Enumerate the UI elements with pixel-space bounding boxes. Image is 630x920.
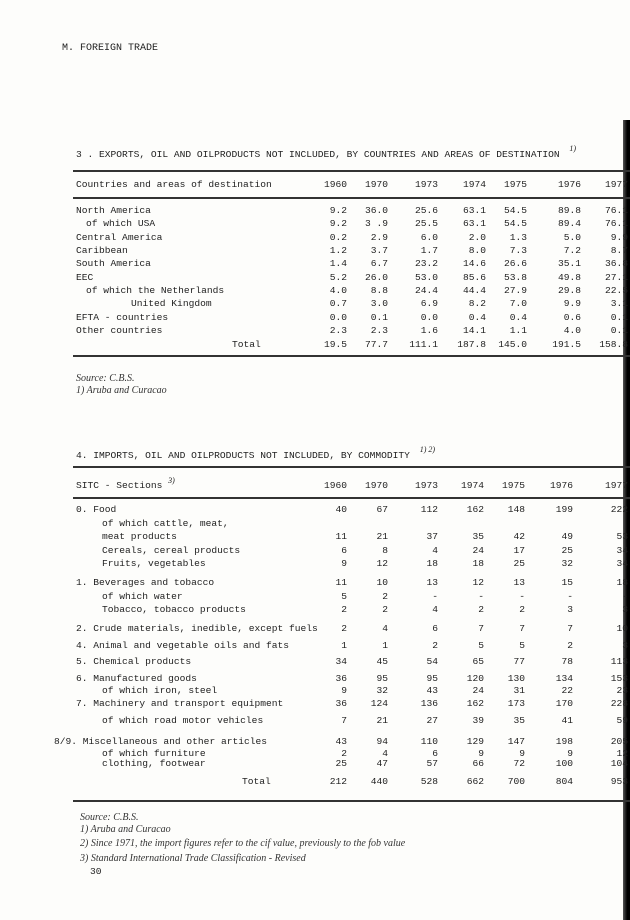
cell-1960: 34 — [335, 656, 347, 667]
cell-1977: 953 — [610, 776, 628, 787]
cell-1975: 2 — [519, 604, 525, 615]
cell-1977: 9.9 — [610, 232, 628, 243]
cell-1974: 12 — [472, 577, 484, 588]
cell-1974: 66 — [472, 758, 484, 769]
cell-1976: 22 — [561, 685, 573, 696]
exports-top-rule — [73, 170, 630, 172]
cell-1960: 9.2 — [329, 205, 347, 216]
cell-1970: 12 — [376, 558, 388, 569]
year-header-1974: 1974 — [462, 179, 486, 190]
cell-1976: 41 — [561, 715, 573, 726]
imports-row-header-footnote: 3) — [168, 476, 175, 485]
cell-1974: 65 — [472, 656, 484, 667]
cell-1960: 2 — [341, 604, 347, 615]
cell-1976: 49 — [561, 531, 573, 542]
cell-1974: 44.4 — [462, 285, 486, 296]
cell-1976: 89.4 — [557, 218, 581, 229]
row-label: Caribbean — [76, 245, 128, 256]
cell-1970: 4 — [382, 748, 388, 759]
cell-1975: 42 — [513, 531, 525, 542]
cell-1975: 54.5 — [503, 218, 527, 229]
cell-1974: 85.6 — [462, 272, 486, 283]
cell-1977: 158.8 — [599, 339, 628, 350]
cell-1974: 120 — [466, 673, 484, 684]
imports-footnote-2: 2) Since 1971, the import figures refer to the cif value, previously to the fob value — [80, 838, 406, 849]
row-label: of which cattle, meat, — [102, 518, 229, 529]
row-label: Total — [242, 776, 271, 787]
cell-1970: 2.3 — [370, 325, 388, 336]
cell-1974: 18 — [472, 558, 484, 569]
cell-1976: 49.8 — [557, 272, 581, 283]
year-header-1975: 1975 — [501, 480, 525, 491]
cell-1976: 29.8 — [557, 285, 581, 296]
cell-1974: 187.8 — [457, 339, 486, 350]
cell-1970: 67 — [376, 504, 388, 515]
cell-1974: 63.1 — [462, 205, 486, 216]
cell-1975: 7.3 — [509, 245, 527, 256]
cell-1976: 199 — [555, 504, 573, 515]
cell-1977: 228 — [610, 698, 628, 709]
year-header-1973: 1973 — [414, 179, 438, 190]
cell-1973: 27 — [426, 715, 438, 726]
cell-1976: 5.0 — [563, 232, 581, 243]
cell-1973: 13 — [426, 577, 438, 588]
cell-1974: 0.4 — [468, 312, 486, 323]
cell-1976: 804 — [555, 776, 573, 787]
cell-1975: 7 — [519, 623, 525, 634]
imports-footnote-1: 1) Aruba and Curacao — [80, 824, 171, 835]
cell-1973: 18 — [426, 558, 438, 569]
cell-1970: 440 — [370, 776, 388, 787]
cell-1976: 198 — [555, 736, 573, 747]
cell-1970: 3.0 — [370, 298, 388, 309]
cell-1974: 24 — [472, 685, 484, 696]
cell-1973: 95 — [426, 673, 438, 684]
cell-1970: 47 — [376, 758, 388, 769]
cell-1973: 528 — [420, 776, 438, 787]
cell-1970: 8.8 — [370, 285, 388, 296]
row-label: EFTA - countries — [76, 312, 169, 323]
year-header-1970: 1970 — [364, 480, 388, 491]
cell-1970: 8 — [382, 545, 388, 556]
year-header-1973: 1973 — [414, 480, 438, 491]
cell-1976: 32 — [561, 558, 573, 569]
exports-source: Source: C.B.S. — [76, 373, 135, 384]
cell-1970: 6.7 — [370, 258, 388, 269]
cell-1977: 153 — [610, 673, 628, 684]
row-label: of which the Netherlands — [86, 285, 225, 296]
exports-footnote-1: 1) Aruba and Curacao — [76, 385, 167, 396]
cell-1970: 21 — [376, 531, 388, 542]
cell-1960: 36 — [335, 698, 347, 709]
cell-1976: 89.8 — [557, 205, 581, 216]
cell-1970: 3.7 — [370, 245, 388, 256]
cell-1975: 1.1 — [509, 325, 527, 336]
cell-1975: 27.9 — [503, 285, 527, 296]
cell-1973: 2 — [432, 640, 438, 651]
section-header: M. FOREIGN TRADE — [62, 43, 159, 54]
cell-1976: 191.5 — [552, 339, 581, 350]
row-label: of which road motor vehicles — [102, 715, 264, 726]
cell-1960: 2 — [341, 623, 347, 634]
cell-1977: 76.1 — [604, 218, 628, 229]
cell-1970: 124 — [370, 698, 388, 709]
cell-1960: 1 — [341, 640, 347, 651]
row-label: 8/9. Miscellaneous and other articles — [54, 736, 268, 747]
exports-header-rule — [73, 197, 630, 199]
year-header-1977: 1977 — [604, 179, 628, 190]
cell-1975: 700 — [507, 776, 525, 787]
cell-1976: 4.0 — [563, 325, 581, 336]
exports-bottom-rule — [73, 355, 630, 357]
cell-1976: 100 — [555, 758, 573, 769]
cell-1977: 59 — [616, 715, 628, 726]
cell-1975: - — [519, 591, 525, 602]
row-label: of which furniture — [102, 748, 206, 759]
cell-1975: 31 — [513, 685, 525, 696]
cell-1975: 25 — [513, 558, 525, 569]
cell-1970: 32 — [376, 685, 388, 696]
row-label: North America — [76, 205, 151, 216]
row-label: of which USA — [86, 218, 156, 229]
year-header-1960: 1960 — [323, 480, 347, 491]
row-label: Other countries — [76, 325, 163, 336]
row-label: Tobacco, tobacco products — [102, 604, 246, 615]
cell-1976: 7 — [567, 623, 573, 634]
cell-1977: 0.1 — [610, 325, 628, 336]
cell-1974: 24 — [472, 545, 484, 556]
cell-1977: 104 — [610, 758, 628, 769]
year-header-1974: 1974 — [460, 480, 484, 491]
cell-1977: 76.1 — [604, 205, 628, 216]
cell-1960: 1.2 — [329, 245, 347, 256]
cell-1974: 35 — [472, 531, 484, 542]
cell-1976: - — [567, 591, 573, 602]
row-label: 7. Machinery and transport equipment — [76, 698, 284, 709]
row-label: 0. Food — [76, 504, 117, 515]
imports-bottom-rule — [73, 800, 630, 802]
cell-1974: 8.2 — [468, 298, 486, 309]
row-label: EEC — [76, 272, 94, 283]
cell-1974: 662 — [466, 776, 484, 787]
imports-title-text: 4. IMPORTS, OIL AND OILPRODUCTS NOT INCLUDED, BY COMMODITY — [76, 450, 410, 461]
row-label: 6. Manufactured goods — [76, 673, 197, 684]
cell-1977: 34 — [616, 545, 628, 556]
cell-1976: 25 — [561, 545, 573, 556]
cell-1977: 0.1 — [610, 312, 628, 323]
cell-1973: 24.4 — [414, 285, 438, 296]
cell-1976: 7.2 — [563, 245, 581, 256]
cell-1976: 2 — [567, 640, 573, 651]
cell-1960: 0.2 — [329, 232, 347, 243]
row-label: Cereals, cereal products — [102, 545, 241, 556]
cell-1975: 7.0 — [509, 298, 527, 309]
row-label: 2. Crude materials, inedible, except fuels — [76, 623, 318, 634]
cell-1960: 6 — [341, 545, 347, 556]
imports-footnote-3: 3) Standard International Trade Classification - Revised — [80, 853, 306, 864]
cell-1974: 162 — [466, 698, 484, 709]
row-label: of which water — [102, 591, 183, 602]
cell-1973: 6.0 — [420, 232, 438, 243]
cell-1975: 9 — [519, 748, 525, 759]
cell-1973: 6 — [432, 748, 438, 759]
cell-1973: 25.6 — [414, 205, 438, 216]
cell-1977: 12 — [616, 748, 628, 759]
cell-1960: 2.3 — [329, 325, 347, 336]
cell-1973: 111.1 — [409, 339, 438, 350]
cell-1970: 94 — [376, 736, 388, 747]
cell-1975: 130 — [507, 673, 525, 684]
cell-1974: 7 — [478, 623, 484, 634]
cell-1970: 2 — [382, 604, 388, 615]
cell-1960: 43 — [335, 736, 347, 747]
cell-1977: 34 — [616, 558, 628, 569]
cell-1973: 0.0 — [420, 312, 438, 323]
cell-1970: 45 — [376, 656, 388, 667]
cell-1973: 1.7 — [420, 245, 438, 256]
cell-1960: 5.2 — [329, 272, 347, 283]
year-header-1970: 1970 — [364, 179, 388, 190]
row-label: clothing, footwear — [102, 758, 206, 769]
cell-1973: 136 — [420, 698, 438, 709]
cell-1960: 25 — [335, 758, 347, 769]
cell-1960: 212 — [329, 776, 347, 787]
year-header-1975: 1975 — [503, 179, 527, 190]
cell-1970: 3 .9 — [364, 218, 388, 229]
cell-1977: - — [622, 591, 628, 602]
row-label: of which iron, steel — [102, 685, 218, 696]
row-label: United Kingdom — [131, 298, 212, 309]
cell-1974: 9 — [478, 748, 484, 759]
cell-1974: - — [478, 591, 484, 602]
cell-1975: 35 — [513, 715, 525, 726]
cell-1974: 2 — [478, 604, 484, 615]
cell-1973: 4 — [432, 545, 438, 556]
cell-1960: 0.7 — [329, 298, 347, 309]
cell-1975: 13 — [513, 577, 525, 588]
cell-1976: 78 — [561, 656, 573, 667]
cell-1970: 95 — [376, 673, 388, 684]
row-label: 4. Animal and vegetable oils and fats — [76, 640, 290, 651]
cell-1975: 54.5 — [503, 205, 527, 216]
cell-1970: 2.9 — [370, 232, 388, 243]
cell-1970: 2 — [382, 591, 388, 602]
year-header-1976: 1976 — [557, 179, 581, 190]
cell-1976: 170 — [555, 698, 573, 709]
cell-1974: 5 — [478, 640, 484, 651]
cell-1975: 26.6 — [503, 258, 527, 269]
cell-1973: 1.6 — [420, 325, 438, 336]
imports-title — [76, 445, 436, 461]
exports-title-text: 3 . EXPORTS, OIL AND OILPRODUCTS NOT INCLUDED, BY COUNTRIES AND AREAS OF DESTINATION — [76, 149, 560, 160]
cell-1960: 0.0 — [329, 312, 347, 323]
cell-1976: 15 — [561, 577, 573, 588]
cell-1975: 53.8 — [503, 272, 527, 283]
cell-1960: 11 — [335, 577, 347, 588]
cell-1975: 148 — [507, 504, 525, 515]
row-label: Central America — [76, 232, 163, 243]
cell-1973: 53.0 — [414, 272, 438, 283]
cell-1970: 36.0 — [364, 205, 388, 216]
cell-1960: 11 — [335, 531, 347, 542]
row-label: 1. Beverages and tobacco — [76, 577, 215, 588]
row-label: Fruits, vegetables — [102, 558, 206, 569]
cell-1977: 27.1 — [604, 272, 628, 283]
cell-1977: 36.8 — [604, 258, 628, 269]
cell-1977: 205 — [610, 736, 628, 747]
cell-1973: 57 — [426, 758, 438, 769]
cell-1960: 1.4 — [329, 258, 347, 269]
cell-1970: 4 — [382, 623, 388, 634]
cell-1974: 8.0 — [468, 245, 486, 256]
cell-1977: 3 — [622, 640, 628, 651]
cell-1977: 18 — [616, 577, 628, 588]
cell-1977: 22.5 — [604, 285, 628, 296]
cell-1976: 134 — [555, 673, 573, 684]
year-header-1976: 1976 — [549, 480, 573, 491]
cell-1973: - — [432, 591, 438, 602]
cell-1973: 110 — [420, 736, 438, 747]
cell-1977: 3 — [622, 604, 628, 615]
cell-1977: 53 — [616, 531, 628, 542]
cell-1970: 10 — [376, 577, 388, 588]
cell-1974: 14.1 — [462, 325, 486, 336]
exports-row-header: Countries and areas of destination — [76, 179, 272, 190]
cell-1973: 6 — [432, 623, 438, 634]
cell-1975: 5 — [519, 640, 525, 651]
cell-1974: 14.6 — [462, 258, 486, 269]
year-header-1977: 1977 — [604, 480, 628, 491]
cell-1975: 173 — [507, 698, 525, 709]
cell-1960: 9.2 — [329, 218, 347, 229]
cell-1976: 0.6 — [563, 312, 581, 323]
cell-1974: 63.1 — [462, 218, 486, 229]
cell-1975: 145.0 — [498, 339, 527, 350]
cell-1960: 5 — [341, 591, 347, 602]
imports-header-rule — [73, 497, 630, 499]
cell-1975: 0.4 — [509, 312, 527, 323]
cell-1960: 19.5 — [323, 339, 347, 350]
row-label: 5. Chemical products — [76, 656, 192, 667]
cell-1973: 54 — [426, 656, 438, 667]
cell-1973: 4 — [432, 604, 438, 615]
cell-1973: 25.5 — [414, 218, 438, 229]
imports-row-header — [76, 476, 175, 491]
imports-title-footnote: 1) 2) — [419, 445, 436, 454]
cell-1976: 3 — [567, 604, 573, 615]
cell-1974: 39 — [472, 715, 484, 726]
exports-title-footnote: 1) — [569, 144, 577, 153]
cell-1977: 10 — [616, 623, 628, 634]
cell-1960: 2 — [341, 748, 347, 759]
cell-1973: 23.2 — [414, 258, 438, 269]
cell-1975: 72 — [513, 758, 525, 769]
row-label: Total — [232, 339, 261, 350]
cell-1973: 6.9 — [420, 298, 438, 309]
cell-1960: 9 — [341, 685, 347, 696]
cell-1960: 7 — [341, 715, 347, 726]
cell-1974: 162 — [466, 504, 484, 515]
cell-1970: 77.7 — [364, 339, 388, 350]
cell-1975: 17 — [513, 545, 525, 556]
year-header-1960: 1960 — [323, 179, 347, 190]
imports-source: Source: C.B.S. — [80, 812, 139, 823]
cell-1977: 8.7 — [610, 245, 628, 256]
cell-1974: 129 — [466, 736, 484, 747]
cell-1976: 35.1 — [557, 258, 581, 269]
cell-1975: 147 — [507, 736, 525, 747]
cell-1977: 23 — [616, 685, 628, 696]
cell-1977: 3.1 — [610, 298, 628, 309]
row-label: meat products — [102, 531, 177, 542]
cell-1960: 36 — [335, 673, 347, 684]
row-label: South America — [76, 258, 151, 269]
cell-1973: 37 — [426, 531, 438, 542]
cell-1970: 1 — [382, 640, 388, 651]
cell-1973: 112 — [420, 504, 438, 515]
cell-1975: 1.3 — [509, 232, 527, 243]
cell-1977: 113 — [610, 656, 628, 667]
cell-1976: 9 — [567, 748, 573, 759]
cell-1977: 222 — [610, 504, 628, 515]
imports-row-header-text: SITC - Sections — [76, 480, 163, 491]
cell-1960: 4.0 — [329, 285, 347, 296]
exports-title — [76, 144, 577, 160]
cell-1970: 26.0 — [364, 272, 388, 283]
cell-1973: 43 — [426, 685, 438, 696]
cell-1960: 9 — [341, 558, 347, 569]
cell-1974: 2.0 — [468, 232, 486, 243]
cell-1976: 9.9 — [563, 298, 581, 309]
cell-1970: 21 — [376, 715, 388, 726]
page-number: 30 — [90, 866, 102, 877]
cell-1975: 77 — [513, 656, 525, 667]
cell-1970: 0.1 — [370, 312, 388, 323]
cell-1960: 40 — [335, 504, 347, 515]
imports-top-rule — [73, 466, 630, 468]
